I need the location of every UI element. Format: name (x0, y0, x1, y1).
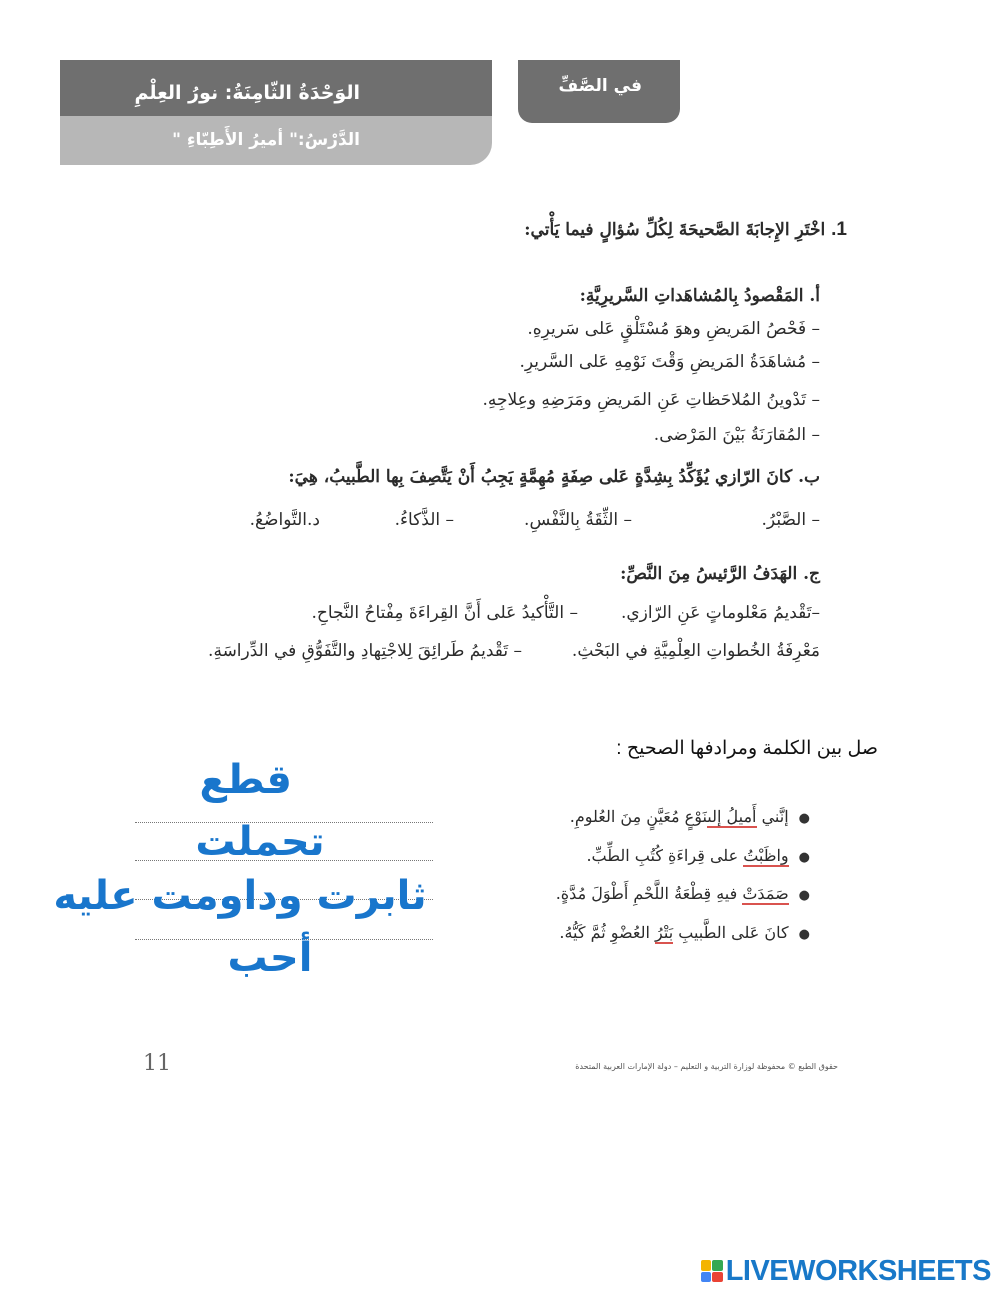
part-c-option: –تَقْديمُ مَعْلوماتٍ عَنِ الرّازي. (620, 603, 820, 623)
matching-title: صل بين الكلمة ومرادفها الصحيح : (616, 738, 878, 759)
part-a-stem: أ. المَقْصودُ بِالمُشاهَداتِ السَّريرِيَّةِ: (579, 286, 820, 306)
part-b-stem: ب. كانَ الرّازي يُؤَكِّدُ بِشِدَّةٍ عَلى صِفَةٍ مُهِمَّةٍ يَجِبُ أَنْ يَتَّصِفَ بِها الطَّبيبُ، هِيَ: (288, 467, 820, 487)
unit-title-bar (60, 60, 492, 116)
matching-sentence: ●كانَ عَلى الطَّبيبِ بَتْرُ العُضْوِ ثُمَّ كَيُّهُ. (559, 923, 810, 942)
part-b-option: – الصَّبْرُ. (761, 510, 820, 530)
part-b-option: – الذَّكاءُ. (394, 510, 454, 530)
bullet-icon: ● (798, 811, 810, 826)
question-1-text: اخْتَرِ الإِجابَةَ الصَّحيحَةَ لِكُلِّ سُؤالٍ فيما يَأْتي: (524, 220, 826, 240)
page-number: 11 (143, 1051, 171, 1076)
lesson-title: الدَّرْسُ:" أميرُ الأَطِبّاءِ " (172, 130, 360, 150)
target-word: صَمَدَتْ (742, 884, 789, 903)
unit-title: الوَحْدَةُ الثّامِنَةُ: نورُ العِلْمِ (134, 82, 360, 104)
question-1-prompt (524, 219, 847, 241)
logo-square (712, 1272, 723, 1283)
bullet-icon: ● (798, 927, 810, 942)
bullet-icon: ● (798, 888, 810, 903)
logo-icon (701, 1260, 723, 1282)
question-number: 1. (831, 219, 847, 240)
lesson-title-bar (60, 116, 492, 165)
target-word: أَميلُ إلى (707, 807, 757, 826)
logo-square (701, 1272, 712, 1283)
part-a-option: – مُشاهَدَةُ المَريضِ وَقْتَ نَوْمِهِ عَلى السَّريرِ. (519, 352, 820, 372)
copyright-notice: حقوق الطبع © محفوظة لوزارة التربية و التعليم – دولة الإمارات العربية المتحدة (575, 1062, 838, 1071)
logo-square (701, 1260, 712, 1271)
class-tab-label: في الصَّفِّ (558, 76, 642, 96)
part-c-stem: ج. الهَدَفُ الرَّئيسُ مِنَ النَّصِّ: (620, 564, 820, 584)
part-a-option: – تَدْوينُ المُلاحَظاتِ عَنِ المَريضِ ومَرَضِهِ وعِلاجِهِ. (482, 390, 820, 410)
matching-sentence: ●واظَبْتُ على قِراءَةِ كُتُبِ الطِّبِّ. (586, 846, 810, 865)
answer-word-persevered[interactable]: ثابرت وداومت عليه (53, 873, 427, 919)
target-word: بَتْرُ (655, 923, 674, 942)
part-a-option: – المُقارَنَةُ بَيْنَ المَرْضى. (653, 425, 820, 445)
part-c-option: – التَّأْكيدُ عَلى أَنَّ القِراءَةَ مِفْتاحُ النَّجاحِ. (311, 603, 578, 623)
class-tab (518, 60, 680, 123)
bullet-icon: ● (798, 850, 810, 865)
logo-square (712, 1260, 723, 1271)
liveworksheets-logo[interactable] (701, 1256, 991, 1286)
part-c-option: مَعْرِفَةُ الخُطواتِ العِلْمِيَّةِ في البَحْثِ. (571, 641, 820, 661)
target-word: واظَبْتُ (743, 846, 789, 865)
answer-word-cut[interactable]: قطع (199, 757, 292, 803)
part-b-option: – الثِّقَةُ بِالنَّفْسِ. (524, 510, 632, 530)
answer-word-endured[interactable]: تحملت (195, 819, 325, 865)
part-c-option: – تَقْديمُ طَرائِقَ لِلاجْتِهادِ والتَّفَوُّقِ في الدِّراسَةِ. (208, 641, 522, 661)
matching-sentence: ●إنَّني أَميلُ إلىنَوْعٍ مُعَيَّنٍ مِنَ العُلومِ. (569, 807, 810, 826)
part-a-option: – فَحْصُ المَريضِ وهوَ مُسْتَلْقٍ عَلى سَريرِهِ. (527, 319, 820, 339)
matching-sentence: ●صَمَدَتْ فيهِ قِطْعَةُ اللَّحْمِ أَطْوَلَ مُدَّةٍ. (555, 884, 810, 903)
logo-text: LIVEWORKSHEETS (725, 1254, 991, 1287)
part-b-option: د.التَّواضُعُ. (249, 510, 320, 530)
answer-word-love[interactable]: أحب (227, 935, 313, 981)
